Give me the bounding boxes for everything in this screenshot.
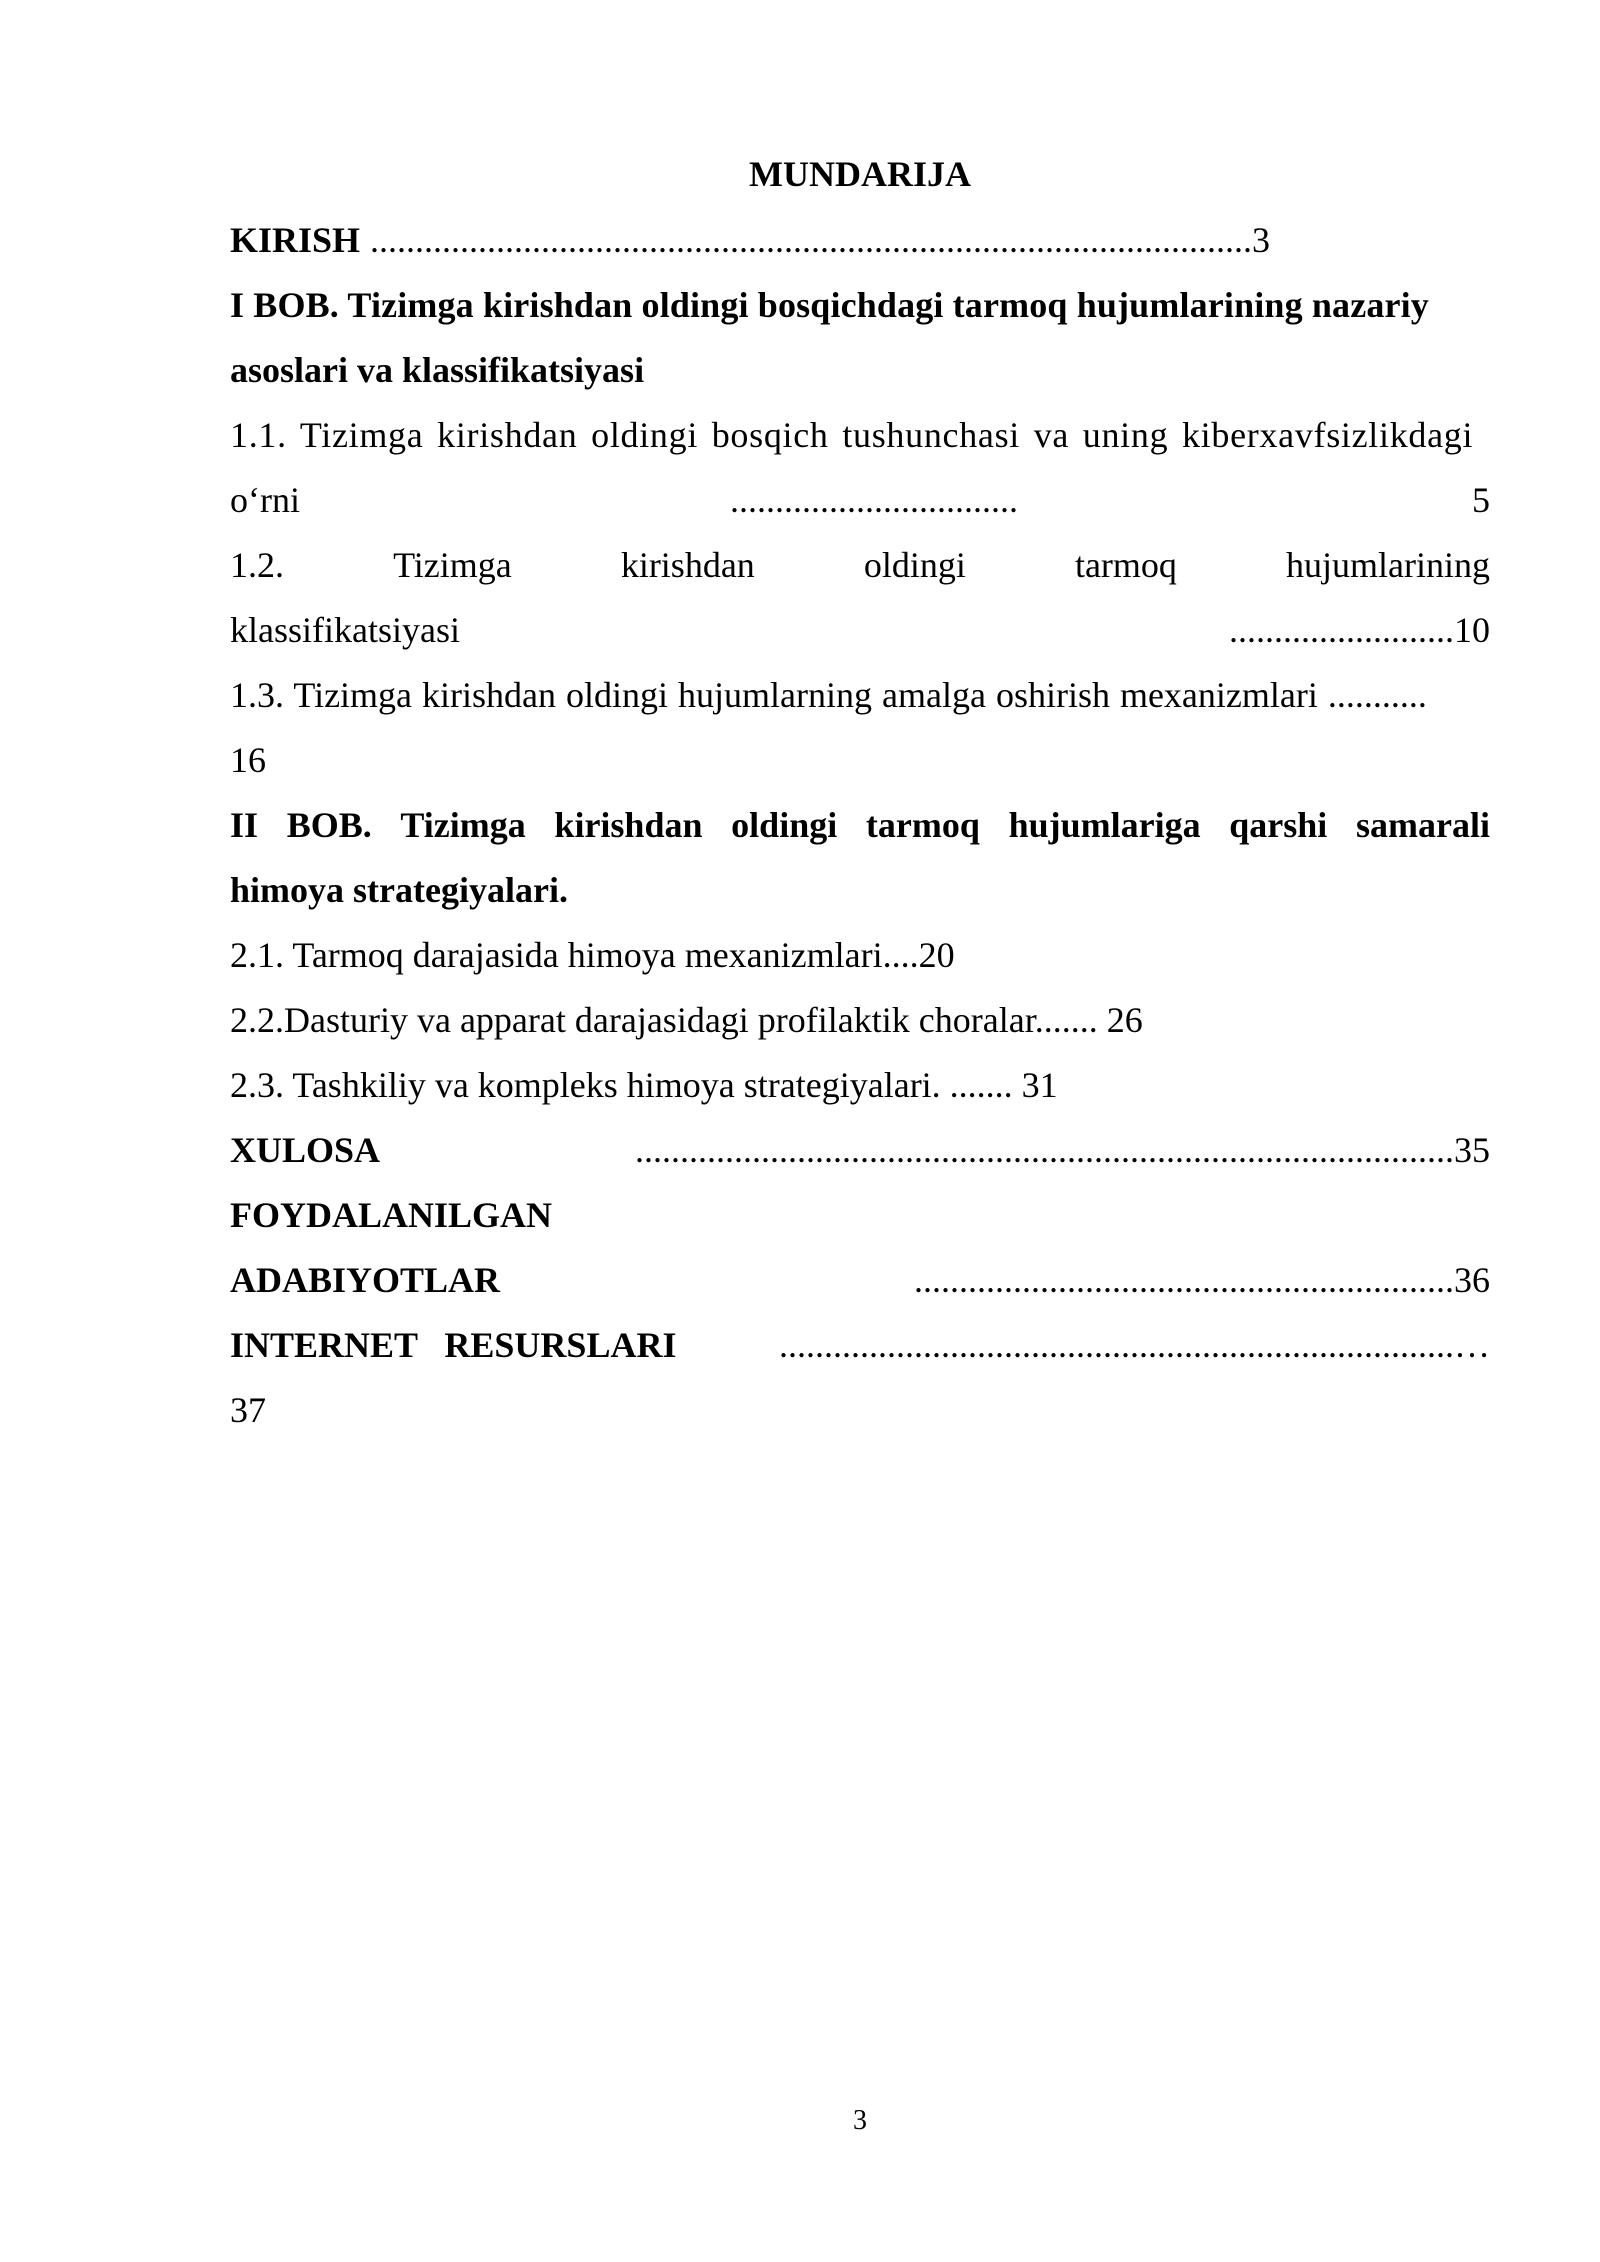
toc-bob1-line2: asoslari va klassifikatsiyasi — [230, 350, 645, 390]
toc-1-2-word: hujumlarining — [1285, 545, 1490, 585]
toc-bob2-word: hujumlariga — [1008, 805, 1201, 845]
toc-1-2-word: 1.2. — [230, 545, 284, 585]
toc-entry-1-1[interactable] — [230, 403, 1490, 468]
toc-bob2-word: Tizimga — [400, 805, 526, 845]
toc-entry-internet[interactable] — [230, 1313, 1490, 1378]
toc-bob2-line2: himoya strategiyalari. — [230, 870, 568, 910]
toc-bob2-word: samarali — [1355, 805, 1490, 845]
toc-1-1-line1: 1.1. Tizimga kirishdan oldingi bosqich tushunchasi va uning kiberxavfsizlikdagi — [230, 415, 1474, 455]
toc-1-2-word: tarmoq — [1074, 545, 1177, 585]
toc-entry-2-1[interactable]: 2.1. Tarmoq darajasida himoya mexanizmlari....20 — [230, 935, 955, 975]
toc-internet-label: INTERNET RESURSLARI — [230, 1325, 677, 1365]
toc-1-1-line2 — [230, 468, 1490, 533]
toc-1-1-page: 5 — [1472, 480, 1490, 520]
toc-entry-bob1[interactable] — [230, 273, 1490, 338]
toc-entry-xulosa[interactable] — [230, 1118, 1490, 1183]
toc-1-3-line1: 1.3. Tizimga kirishdan oldingi hujumlarning amalga oshirish mexanizmlari ........... — [230, 675, 1427, 715]
toc-1-1-word: o‘rni — [230, 480, 300, 520]
toc-bob2-word: oldingi — [731, 805, 838, 845]
toc-entry-foydalanilgan[interactable]: FOYDALANILGAN — [230, 1195, 553, 1235]
toc-bob2-word: II — [230, 805, 259, 845]
toc-bob2-word: kirishdan — [554, 805, 703, 845]
toc-1-2-label: klassifikatsiyasi — [230, 610, 460, 650]
toc-1-2-word: oldingi — [863, 545, 966, 585]
toc-adabiyotlar-label: ADABIYOTLAR — [230, 1260, 501, 1300]
toc-1-2-word: Tizimga — [393, 545, 512, 585]
toc-bob2-word: tarmoq — [865, 805, 980, 845]
toc-kirish-dots: ..................................................................................................3 — [370, 220, 1271, 260]
toc-internet-page: 37 — [230, 1390, 266, 1430]
toc-1-2-word: kirishdan — [620, 545, 755, 585]
toc-1-3-page: 16 — [230, 740, 266, 780]
toc-entry-2-2[interactable]: 2.2.Dasturiy va apparat darajasidagi profilaktik choralar....... 26 — [230, 1000, 1143, 1040]
toc-kirish-label: KIRISH — [230, 220, 361, 260]
toc-1-1-dots: ................................ — [730, 480, 1018, 520]
page-title: MUNDARIJA — [749, 154, 971, 194]
toc-entry-2-3[interactable]: 2.3. Tashkiliy va kompleks himoya strategiyalari. ....... 31 — [230, 1065, 1058, 1105]
toc-adabiyotlar-dots: ............................................................36 — [914, 1260, 1490, 1300]
page-number: 3 — [853, 2105, 867, 2136]
toc-bob2-word: BOB. — [286, 805, 372, 845]
toc-bob2-word: qarshi — [1229, 805, 1328, 845]
toc-internet-dots: ...........................................................................… — [779, 1325, 1490, 1365]
toc-xulosa-label: XULOSA — [230, 1130, 381, 1170]
toc-xulosa-dots: ...........................................................................................35 — [635, 1130, 1490, 1170]
toc-1-2-dots: .........................10 — [1229, 610, 1490, 650]
toc-entry-adabiyotlar[interactable] — [230, 1248, 1490, 1313]
toc-entry-bob2[interactable] — [230, 793, 1490, 858]
toc-bob1-line1: I BOB. Tizimga kirishdan oldingi bosqichdagi tarmoq hujumlarining nazariy — [230, 285, 1429, 325]
toc-entry-1-2[interactable] — [230, 533, 1490, 598]
toc-1-2-line2 — [230, 598, 1490, 663]
toc-entry-1-3[interactable] — [230, 663, 1490, 728]
toc-entry-kirish[interactable] — [230, 208, 1490, 273]
